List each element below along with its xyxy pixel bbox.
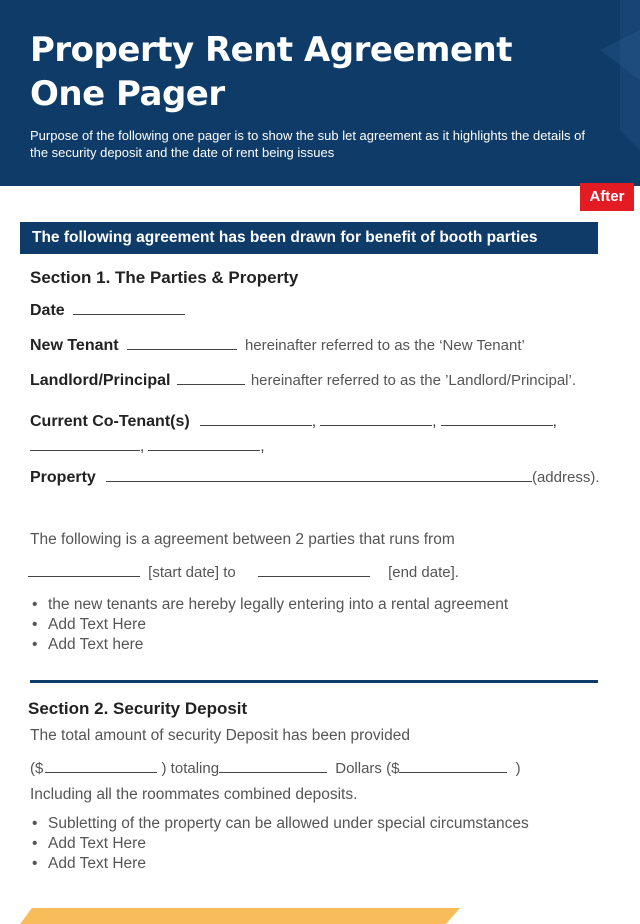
date-row [30, 300, 185, 320]
comma: , [432, 413, 437, 430]
end-date-text: [end date]. [388, 564, 459, 581]
deposit-blank[interactable] [45, 758, 157, 773]
landlord-label: Landlord/Principal [30, 372, 171, 389]
property-label: Property [30, 469, 96, 486]
section1-heading: Section 1. The Parties & Property [30, 268, 299, 287]
section2-bullets [30, 814, 529, 874]
agreement-banner: The following agreement has been drawn for benefit of booth parties [20, 222, 598, 254]
start-date-text: [start date] to [148, 564, 236, 581]
date-label: Date [30, 302, 65, 319]
deposit-text: The total amount of security Deposit has been provided [30, 727, 410, 744]
property-suffix: (address). [531, 469, 600, 486]
subtitle: Purpose of the following one pager is to show the sub let agreement as it highlights the details of the security deposit and the date of rent being issues [30, 128, 586, 160]
totaling-text: ) totaling [161, 760, 220, 777]
footer-stripe [20, 908, 460, 924]
header-band [0, 0, 640, 186]
section1-bullets [30, 595, 508, 655]
tenant-text: hereinafter referred to as the ‘New Tenant’ [244, 337, 525, 354]
dollars-blank[interactable] [399, 758, 507, 773]
end-date-blank[interactable] [258, 562, 370, 577]
page-title [30, 28, 512, 116]
roommates-text: Including all the roommates combined deposits. [30, 786, 358, 803]
agreement-text: The following is a agreement between 2 parties that runs from [30, 531, 455, 548]
cotenant-blank-5[interactable] [148, 436, 260, 451]
landlord-text: hereinafter referred to as the ’Landlord/Principal’. [250, 372, 576, 389]
comma: , [552, 413, 557, 430]
deposit-amount-row [30, 758, 521, 777]
section2-heading: Section 2. Security Deposit [28, 699, 248, 718]
property-row [30, 467, 600, 487]
open-paren: ($ [30, 760, 44, 777]
list-item: • Add Text Here [30, 854, 529, 874]
cotenant-blank-2[interactable] [320, 411, 432, 426]
comma: , [311, 413, 317, 430]
tenant-blank[interactable] [127, 335, 237, 350]
tenant-label: New Tenant [30, 337, 119, 354]
list-item: • Add Text Here [30, 834, 529, 854]
cotenant-label: Current Co-Tenant(s) [30, 413, 190, 430]
comma: , [260, 438, 265, 455]
cotenant-blank-3[interactable] [441, 411, 553, 426]
tenant-row [30, 335, 525, 355]
title-line-2: One Pager [30, 74, 225, 114]
close-paren: ) [515, 760, 521, 777]
comma: , [140, 438, 145, 455]
dates-row [28, 562, 459, 581]
cotenant-blank-1[interactable] [200, 411, 312, 426]
title-line-1: Property Rent Agreement [30, 30, 512, 70]
landlord-row [30, 370, 576, 390]
property-blank[interactable] [106, 467, 532, 482]
after-badge: After [580, 183, 634, 211]
section-divider [30, 680, 598, 683]
date-blank[interactable] [73, 300, 185, 315]
landlord-blank[interactable] [177, 370, 245, 385]
start-date-blank[interactable] [28, 562, 140, 577]
list-item: • Subletting of the property can be allowed under special circumstances [30, 814, 529, 834]
cotenant-row-2 [30, 436, 265, 455]
list-item: • Add Text Here [30, 615, 508, 635]
dollars-text: Dollars ($ [335, 760, 400, 777]
cotenant-row [30, 411, 557, 431]
list-item: • the new tenants are hereby legally entering into a rental agreement [30, 595, 508, 615]
cotenant-blank-4[interactable] [30, 436, 140, 451]
totaling-blank[interactable] [219, 758, 327, 773]
list-item: • Add Text here [30, 635, 508, 655]
